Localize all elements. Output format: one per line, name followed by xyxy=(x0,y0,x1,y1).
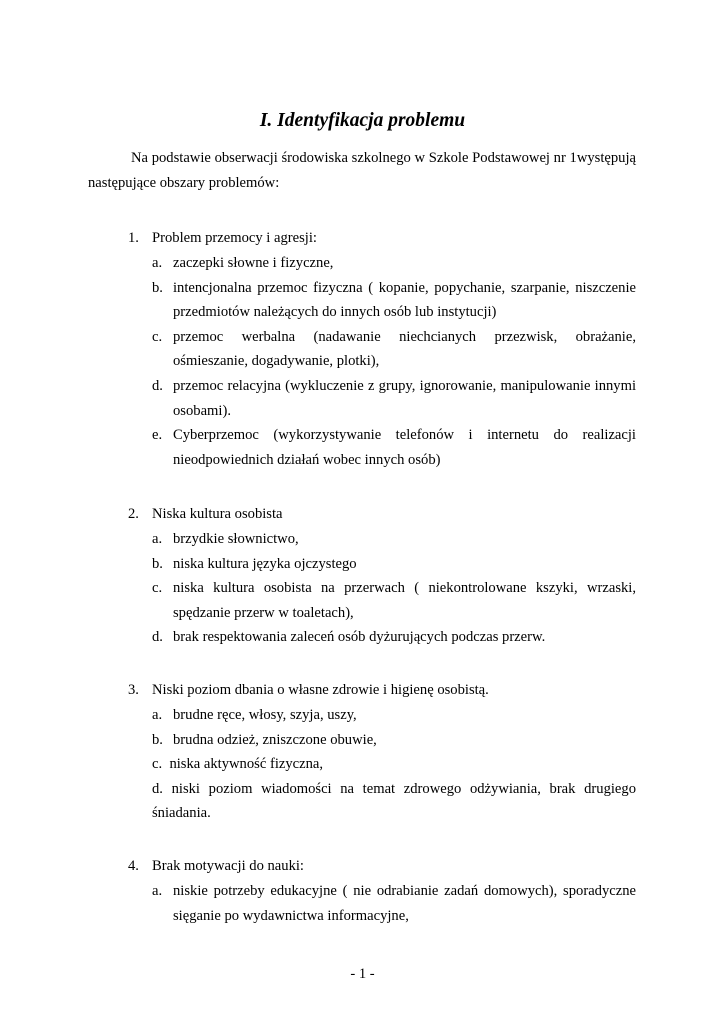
page-number: - 1 - xyxy=(350,966,375,982)
page-title: I. Identyfikacja problemu xyxy=(259,110,466,131)
list-item xyxy=(0,527,725,552)
list-item xyxy=(0,777,725,826)
item-text: niski poziom wiadomości na temat zdrowego odżywiania, brak drugiego śniadania. xyxy=(152,780,636,822)
item-text: przemoc werbalna (nadawanie niechcianych przezwisk, obrażanie, ośmieszanie, dogadywanie, plotki), xyxy=(173,328,636,370)
list-item xyxy=(0,276,725,325)
list-item xyxy=(0,576,725,625)
item-label: a. xyxy=(152,255,163,271)
section-number: 3. xyxy=(128,682,139,698)
section-number: 2. xyxy=(128,506,139,522)
item-text: Cyberprzemoc (wykorzystywanie telefonów i internetu do realizacji nieodpowiednich działań wobec innych osób) xyxy=(173,427,636,468)
item-text: niskie potrzeby edukacyjne ( nie odrabianie zadań domowych), sporadyczne sięganie po wydawnictwa informacyjne, xyxy=(173,883,636,924)
list-item xyxy=(0,423,725,472)
item-text: brudne ręce, włosy, szyja, uszy, xyxy=(173,707,357,723)
list-item xyxy=(0,703,725,728)
section-number: 1. xyxy=(128,230,139,246)
list-item xyxy=(0,325,725,374)
section-heading: Niska kultura osobista xyxy=(152,506,283,522)
item-label: b. xyxy=(152,279,163,296)
item-text: brzydkie słownictwo, xyxy=(173,531,299,547)
item-label: c. xyxy=(152,756,163,773)
list-item xyxy=(0,728,725,753)
item-label: b. xyxy=(152,555,163,572)
item-label: b. xyxy=(152,731,163,748)
item-text: brak respektowania zaleceń osób dyżurujących podczas przerw. xyxy=(173,629,546,646)
item-label: e. xyxy=(152,427,163,444)
section-2-list xyxy=(0,527,725,650)
item-text: zaczepki słowne i fizyczne, xyxy=(173,255,334,271)
intro-paragraph: Na podstawie obserwacji środowiska szkolnego w Szkole Podstawowej nr 1występują następujące obszary problemów: xyxy=(88,150,636,191)
item-text: niska kultura języka ojczystego xyxy=(173,555,357,572)
section-number: 4. xyxy=(128,858,139,874)
section-3-list xyxy=(0,703,725,826)
item-line xyxy=(152,777,636,826)
item-label: d. xyxy=(152,780,163,797)
item-text: przemoc relacyjna (wykluczenie z grupy, ignorowanie, manipulowanie innymi osobami). xyxy=(173,377,636,419)
section-4-list xyxy=(0,879,725,928)
item-label: d. xyxy=(152,629,163,646)
item-label: c. xyxy=(152,580,163,597)
item-label: c. xyxy=(152,328,163,345)
item-text: niska kultura osobista na przerwach ( niekontrolowane kszyki, wrzaski, spędzanie przerw w toaletach), xyxy=(173,580,636,621)
item-line xyxy=(152,752,636,777)
item-label: d. xyxy=(152,377,163,394)
list-item xyxy=(0,879,725,928)
item-label: a. xyxy=(152,707,163,723)
item-text: niska aktywność fizyczna, xyxy=(169,756,324,773)
item-text: intencjonalna przemoc fizyczna ( kopanie, popychanie, szarpanie, niszczenie przedmiotów należących do innych osób lub instytucji) xyxy=(173,279,636,321)
item-label: a. xyxy=(152,883,163,899)
list-item xyxy=(0,552,725,577)
list-item xyxy=(0,251,725,276)
section-heading: Problem przemocy i agresji: xyxy=(152,230,317,246)
list-item xyxy=(0,752,725,777)
section-1-list xyxy=(0,251,725,472)
section-heading: Niski poziom dbania o własne zdrowie i higienę osobistą. xyxy=(152,682,489,698)
section-heading: Brak motywacji do nauki: xyxy=(152,858,304,874)
item-label: a. xyxy=(152,531,163,547)
list-item xyxy=(0,625,725,650)
list-item xyxy=(0,374,725,423)
item-text: brudna odzież, zniszczone obuwie, xyxy=(173,731,377,748)
